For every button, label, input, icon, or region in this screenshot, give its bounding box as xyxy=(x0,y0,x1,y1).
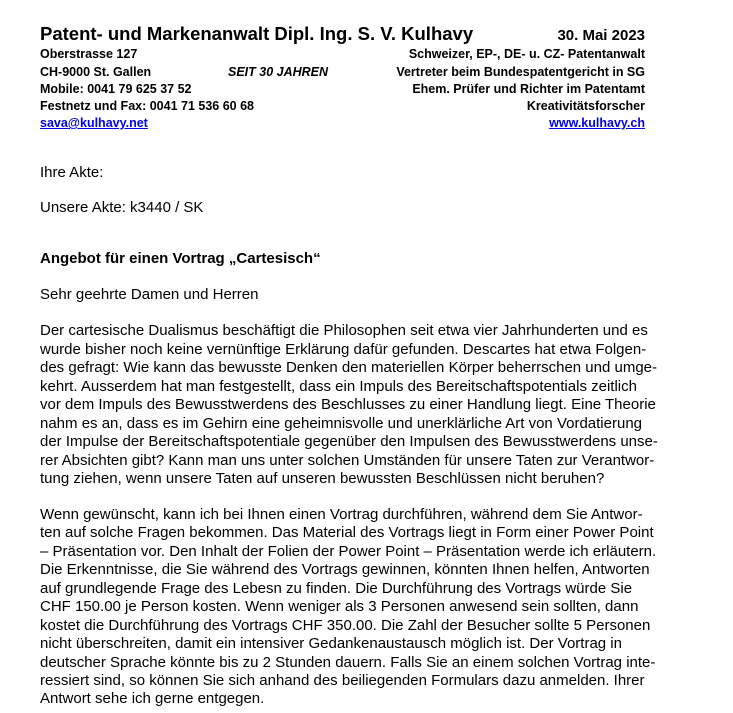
letterhead-title: Patent- und Markenanwalt Dipl. Ing. S. V. Kulhavy xyxy=(40,23,474,44)
since-label: SEIT 30 JAHREN xyxy=(228,65,329,79)
paragraph-2-line: CHF 150.00 je Person kosten. Wenn weniger als 3 Personen anwesend sein sollten, dann xyxy=(40,598,639,615)
paragraph-1-line: tung ziehen, wenn unsere Taten auf unseren bewussten Beschlüssen nicht beruhen? xyxy=(40,470,605,487)
paragraph-1-line: Der cartesische Dualismus beschäftigt die Philosophen seit etwa vier Jahrhunderten und es xyxy=(40,322,648,339)
paragraph-1-line: nahm es an, dass es im Gehirn eine geheimnisvolle und unerklärliche Art von Vordatierung xyxy=(40,415,643,432)
paragraph-2-line: auf grundlegende Frage des Lebesn zu finden. Die Durchführung des Vortrags würde Sie xyxy=(40,580,633,597)
paragraph-2-line: deutscher Sprache könnte bis zu 2 Stunden dauern. Falls Sie an einem solchen Vortrag inte- xyxy=(40,654,656,671)
paragraph-2-line: Antwort sehe ich gerne entgegen. xyxy=(40,690,265,707)
letter-subject: Angebot für einen Vortrag „Cartesisch“ xyxy=(40,250,321,267)
paragraph-2-line: – Präsentation vor. Den Inhalt der Folien der Power Point – Präsentation werde ich erläutern. xyxy=(40,543,657,560)
paragraph-2-line: Wenn gewünscht, kann ich bei Ihnen einen Vortrag durchführen, während dem Sie Antwor- xyxy=(40,506,643,523)
paragraph-2-line: ten auf solche Fragen bekommen. Das Material des Vortrags liegt in Form einer Power Point xyxy=(40,524,654,541)
paragraph-2-line: Die Erkenntnisse, die Sie während des Vortrags gewinnen, könnten Ihnen helfen, Antworten xyxy=(40,561,650,578)
letter-date: 30. Mai 2023 xyxy=(557,27,645,44)
paragraph-1-line: kehrt. Ausserdem hat man festgestellt, dass ein Impuls des Bereitschaftspotentials zeitlich xyxy=(40,378,637,395)
paragraph-1-line: rer Absichten gibt? Kann man uns unter solchen Umständen für unsere Taten zur Verantwor- xyxy=(40,452,655,469)
paragraph-2-line: ressiert sind, so können Sie sich anhand des beiliegenden Formulars dazu anmelden. Ihrer xyxy=(40,672,645,689)
credential-line-3: Ehem. Prüfer und Richter im Patentamt xyxy=(412,82,645,96)
paragraph-1-line: der Impulse der Bereitschaftspotentiale gegenüber den Impulsen des Bewusstwerdens unse- xyxy=(40,433,658,450)
phone-fax-number: Festnetz und Fax: 0041 71 536 60 68 xyxy=(40,99,254,113)
paragraph-1-line: wurde bisher noch keine vernünftige Erklärung dafür gefunden. Descartes hat etwa Folgen- xyxy=(40,341,647,358)
paragraph-1-line: des gefragt: Wie kann das bewusste Denken den materiellen Körper beherrschen und umge- xyxy=(40,359,658,376)
email-link[interactable]: sava@kulhavy.net xyxy=(40,116,148,130)
your-file-reference: Ihre Akte: xyxy=(40,164,104,181)
credential-line-2: Vertreter beim Bundespatentgericht in SG xyxy=(396,65,645,79)
credential-line-1: Schweizer, EP-, DE- u. CZ- Patentanwalt xyxy=(408,47,645,61)
paragraph-1-line: vor dem Impuls des Bewusstwerdens des Beschlusses zu einer Handlung liegt. Eine Theorie xyxy=(40,396,656,413)
address-street: Oberstrasse 127 xyxy=(40,47,138,61)
our-file-reference: Unsere Akte: k3440 / SK xyxy=(40,199,204,216)
salutation: Sehr geehrte Damen und Herren xyxy=(40,286,259,303)
paragraph-2-line: kostet die Durchführung des Vortrags CHF 350.00. Die Zahl der Besucher sollte 5 Personen xyxy=(40,617,651,634)
credential-line-4: Kreativitätsforscher xyxy=(526,99,645,113)
address-city: CH-9000 St. Gallen xyxy=(40,65,152,79)
website-link[interactable]: www.kulhavy.ch xyxy=(549,116,645,130)
mobile-number: Mobile: 0041 79 625 37 52 xyxy=(40,82,192,96)
paragraph-2-line: nicht überschreiten, damit ein intensiver Gedankenaustausch möglich ist. Der Vortrag in xyxy=(40,635,622,652)
